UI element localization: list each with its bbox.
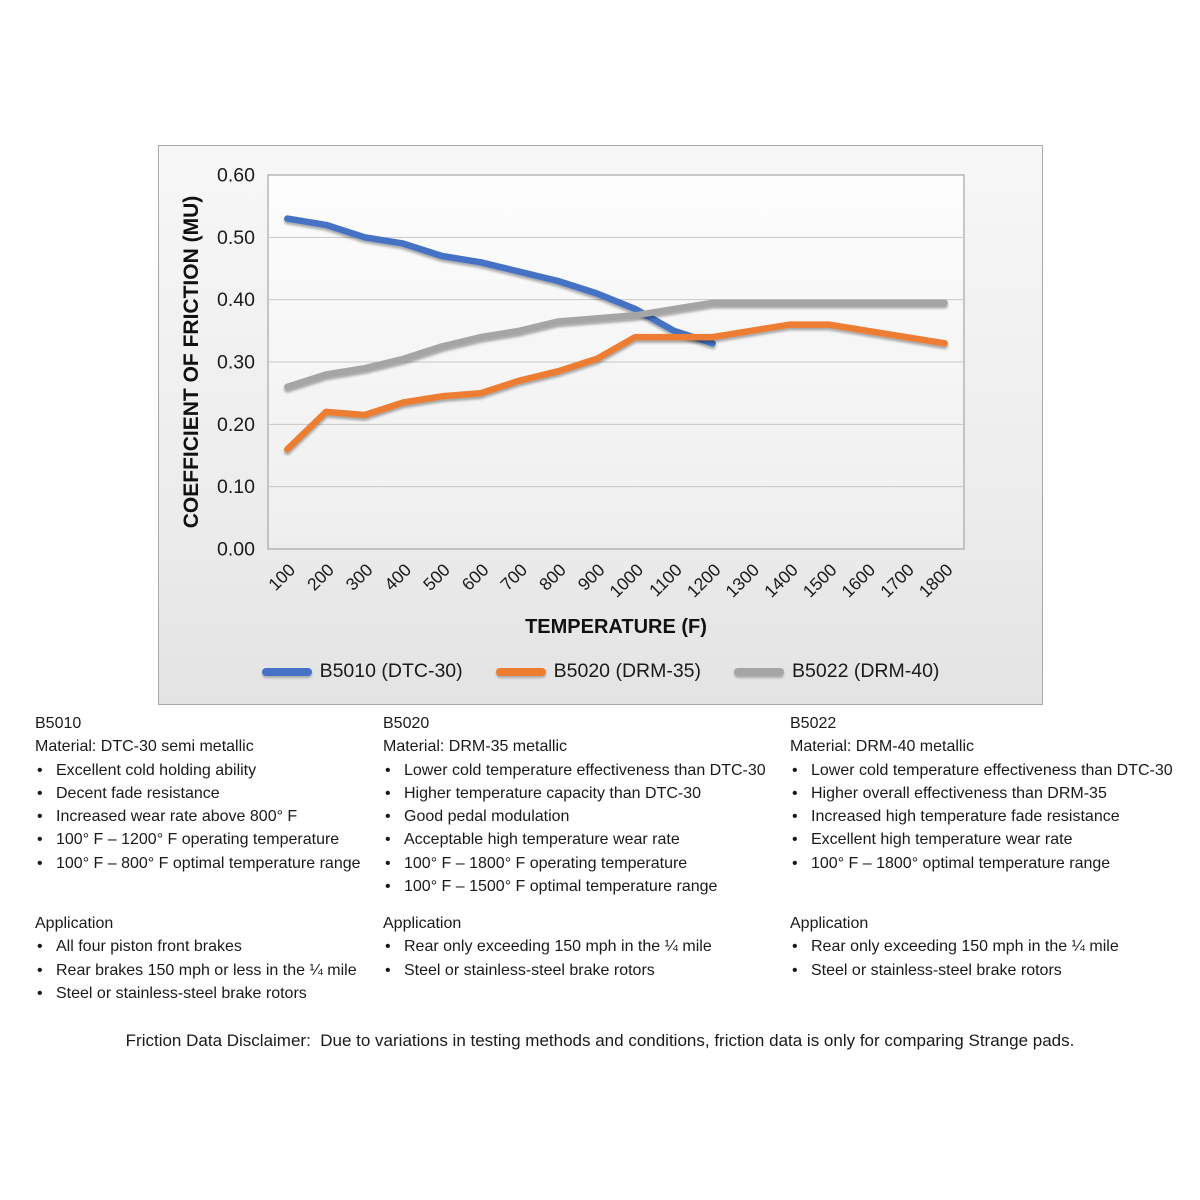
svg-text:0.00: 0.00 <box>217 538 255 561</box>
svg-text:700: 700 <box>496 559 532 595</box>
svg-text:900: 900 <box>573 559 609 595</box>
friction-line-chart <box>159 146 1044 706</box>
svg-text:0.10: 0.10 <box>217 476 255 499</box>
svg-text:1100: 1100 <box>645 559 686 601</box>
application-item: • All four piston front brakes <box>35 935 357 958</box>
friction-data-disclaimer: Friction Data Disclaimer: Due to variations in testing methods and conditions, friction data is only for comparing Strange pads. <box>125 1031 1075 1050</box>
product-material: Material: DRM-40 metallic <box>790 738 975 756</box>
product-title: B5022 <box>790 715 837 732</box>
legend-item-b5010 <box>262 660 463 683</box>
feature-item: • Acceptable high temperature wear rate <box>383 828 766 851</box>
product-title: B5020 <box>383 715 430 732</box>
application-block <box>35 912 357 1005</box>
svg-text:TEMPERATURE (F): TEMPERATURE (F) <box>525 616 707 638</box>
feature-item: • Excellent cold holding ability <box>35 759 361 782</box>
feature-list <box>790 759 1173 875</box>
feature-item: • Increased wear rate above 800° F <box>35 805 361 828</box>
legend-swatch-gray <box>734 668 784 676</box>
application-list <box>35 935 357 1005</box>
application-block <box>790 912 1119 982</box>
feature-item: • 100° F – 1800° F operating temperature <box>383 852 766 875</box>
legend-swatch-blue <box>262 668 312 676</box>
application-item: • Steel or stainless-steel brake rotors <box>790 959 1119 982</box>
svg-text:500: 500 <box>419 559 454 595</box>
svg-text:800: 800 <box>535 559 570 595</box>
application-list <box>383 935 712 982</box>
svg-text:0.60: 0.60 <box>217 164 255 187</box>
svg-text:1200: 1200 <box>682 559 725 602</box>
feature-item: • Decent fade resistance <box>35 782 361 805</box>
product-material: Material: DTC-30 semi metallic <box>35 738 254 756</box>
svg-text:1800: 1800 <box>914 559 957 602</box>
legend-item-b5020 <box>496 660 701 683</box>
legend-swatch-orange <box>496 668 546 676</box>
svg-text:1000: 1000 <box>605 559 648 602</box>
svg-text:1500: 1500 <box>798 559 841 602</box>
feature-item: • Good pedal modulation <box>383 805 766 828</box>
legend-label-b5022: B5022 (DRM-40) <box>792 660 940 682</box>
legend-label-b5010: B5010 (DTC-30) <box>319 660 463 682</box>
feature-item: • Increased high temperature fade resistance <box>790 805 1173 828</box>
application-title: Application <box>790 915 869 932</box>
feature-item: • 100° F – 1500° F optimal temperature range <box>383 875 766 898</box>
feature-item: • Lower cold temperature effectiveness than DTC-30 <box>790 759 1173 782</box>
svg-text:0.40: 0.40 <box>217 289 255 312</box>
feature-item: • Higher temperature capacity than DTC-30 <box>383 782 766 805</box>
application-title: Application <box>35 915 114 932</box>
feature-item: • 100° F – 800° F optimal temperature range <box>35 852 361 875</box>
svg-text:1600: 1600 <box>837 559 880 602</box>
application-item: • Steel or stainless-steel brake rotors <box>35 982 357 1005</box>
svg-text:100: 100 <box>264 559 300 595</box>
chart-legend <box>159 660 1042 683</box>
svg-text:400: 400 <box>380 559 416 595</box>
svg-text:1700: 1700 <box>876 559 918 602</box>
feature-item: • Lower cold temperature effectiveness than DTC-30 <box>383 759 766 782</box>
product-column-b5020 <box>383 712 766 979</box>
svg-text:600: 600 <box>457 559 493 595</box>
feature-item: • 100° F – 1200° F operating temperature <box>35 828 361 851</box>
feature-list <box>35 759 361 875</box>
application-item: • Steel or stainless-steel brake rotors <box>383 959 712 982</box>
svg-text:200: 200 <box>303 559 338 595</box>
application-item: • Rear only exceeding 150 mph in the ¼ mile <box>383 935 712 958</box>
svg-text:1400: 1400 <box>760 559 802 602</box>
product-column-b5010 <box>35 712 361 1002</box>
legend-item-b5022 <box>734 660 939 683</box>
feature-list <box>383 759 766 899</box>
application-item: • Rear only exceeding 150 mph in the ¼ mile <box>790 935 1119 958</box>
svg-text:COEFFICIENT OF FRICTION (MU): COEFFICIENT OF FRICTION (MU) <box>180 195 203 529</box>
svg-text:1300: 1300 <box>721 559 764 602</box>
legend-label-b5020: B5020 (DRM-35) <box>553 660 702 682</box>
application-item: • Rear brakes 150 mph or less in the ¼ mile <box>35 959 357 982</box>
feature-item: • 100° F – 1800° optimal temperature range <box>790 852 1173 875</box>
application-block <box>383 912 712 982</box>
svg-text:0.20: 0.20 <box>217 413 255 436</box>
product-material: Material: DRM-35 metallic <box>383 738 568 756</box>
feature-item: • Higher overall effectiveness than DRM-35 <box>790 782 1173 805</box>
application-title: Application <box>383 915 462 932</box>
svg-text:0.30: 0.30 <box>217 351 255 374</box>
svg-text:300: 300 <box>341 559 377 595</box>
product-column-b5022 <box>790 712 1173 979</box>
feature-item: • Excellent high temperature wear rate <box>790 828 1173 851</box>
svg-text:0.50: 0.50 <box>217 226 255 249</box>
product-title: B5010 <box>35 715 82 732</box>
friction-chart-panel <box>158 145 1043 705</box>
application-list <box>790 935 1119 982</box>
